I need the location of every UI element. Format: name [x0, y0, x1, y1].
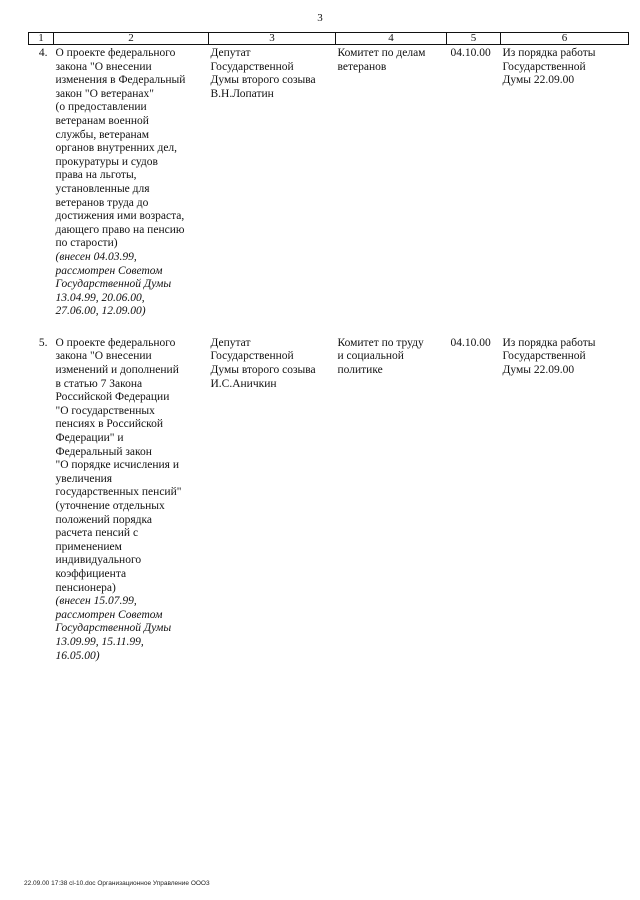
item-number: 5.: [38, 336, 48, 349]
text-line: Государственной: [502, 60, 586, 73]
header-row: [29, 33, 629, 45]
document-footer: 22.09.00 17:38 cl-10.doc Организационное Управление ООО3: [24, 880, 210, 887]
text-line: "О порядке исчисления и: [55, 459, 179, 472]
text-line: Федеральный закон: [55, 445, 152, 458]
date-cell: 04.10.00: [450, 336, 491, 349]
item-number: 4.: [38, 47, 48, 59]
text-line: Думы 22.09.00: [502, 364, 575, 377]
text-line: изменения в Федеральный: [55, 74, 186, 87]
text-line: ветеранов труда до: [55, 196, 149, 209]
text-line: 13.09.99, 15.11.99,: [55, 635, 144, 648]
text-line: права на льготы,: [55, 169, 137, 182]
column-header: 5: [447, 33, 501, 45]
text-line: индивидуального: [55, 554, 142, 567]
page-number: 3: [317, 12, 323, 24]
text-line: Комитет по делам: [337, 47, 426, 59]
source-cell: [501, 45, 629, 319]
text-line: политике: [337, 364, 383, 377]
spacer-cell: [447, 319, 501, 335]
text-line: Федерации" и: [55, 432, 124, 445]
text-line: достижения ими возраста,: [55, 210, 185, 223]
text-line: рассмотрен Советом: [55, 608, 163, 621]
committee-cell: [336, 45, 447, 319]
text-line: Депутат: [210, 336, 251, 349]
spacer-cell: [54, 319, 209, 335]
bill-title-cell: [54, 335, 209, 663]
text-line: применением: [55, 540, 122, 553]
text-line: рассмотрен Советом: [55, 264, 163, 277]
text-line: в статью 7 Закона: [55, 377, 143, 390]
text-line: Думы второго созыва: [210, 364, 316, 377]
text-line: увеличения: [55, 472, 113, 485]
text-line: Думы 22.09.00: [502, 74, 575, 87]
spacer-cell: [336, 319, 447, 335]
spacer-cell: [209, 319, 336, 335]
text-line: ветеранам военной: [55, 114, 149, 127]
text-line: Государственной Думы: [55, 622, 172, 635]
text-line: В.Н.Лопатин: [210, 87, 274, 100]
text-line: пенсиях в Российской: [55, 418, 164, 431]
column-header: 2: [54, 33, 209, 45]
spacer-cell: [501, 319, 629, 335]
text-line: И.С.Аничкин: [210, 377, 277, 390]
column-header: 1: [29, 33, 54, 45]
spacer-cell: [29, 319, 54, 335]
text-line: службы, ветеранам: [55, 128, 150, 141]
text-line: и социальной: [337, 350, 404, 363]
text-line: (внесен 15.07.99,: [55, 595, 137, 608]
text-line: "О государственных: [55, 404, 155, 417]
text-line: ветеранов: [337, 60, 387, 73]
text-line: установленные для: [55, 182, 150, 195]
text-line: Депутат: [210, 47, 251, 59]
text-line: О проекте федерального: [55, 47, 176, 59]
text-line: коэффициента: [55, 567, 127, 580]
text-line: О проекте федерального: [55, 336, 176, 349]
column-header: 4: [336, 33, 447, 45]
bill-title-cell: [54, 45, 209, 319]
text-line: по старости): [55, 237, 118, 250]
date-cell: 04.10.00: [450, 47, 491, 59]
text-line: органов внутренних дел,: [55, 142, 178, 155]
text-line: Государственной: [502, 350, 586, 363]
author-cell: [209, 45, 336, 319]
text-line: (о предоставлении: [55, 101, 147, 114]
text-line: закон "О ветеранах": [55, 87, 154, 100]
text-line: расчета пенсий с: [55, 527, 139, 540]
text-line: Комитет по труду: [337, 336, 424, 349]
text-line: 13.04.99, 20.06.00,: [55, 291, 145, 304]
text-line: закона "О внесении: [55, 60, 152, 73]
author-cell: [209, 335, 336, 663]
text-line: Государственной: [210, 60, 294, 73]
text-line: (уточнение отдельных: [55, 500, 165, 512]
text-line: дающего право на пенсию: [55, 223, 185, 236]
text-line: 27.06.00, 12.09.00): [55, 305, 146, 318]
text-line: Из порядка работы: [502, 336, 596, 349]
text-line: 16.05.00): [55, 649, 100, 662]
text-line: положений порядка: [55, 513, 153, 526]
text-line: закона "О внесении: [55, 350, 152, 363]
table-row: [29, 45, 629, 319]
agenda-table: [28, 32, 629, 663]
committee-cell: [336, 335, 447, 663]
text-line: пенсионера): [55, 581, 116, 594]
text-line: Государственной: [210, 350, 294, 363]
source-cell: [501, 335, 629, 663]
row-spacer: [29, 319, 629, 335]
column-header: 6: [501, 33, 629, 45]
text-line: (внесен 04.03.99,: [55, 250, 137, 263]
column-header: 3: [209, 33, 336, 45]
text-line: Из порядка работы: [502, 47, 596, 59]
text-line: государственных пенсий": [55, 486, 182, 499]
text-line: прокуратуры и судов: [55, 155, 158, 168]
text-line: Российской Федерации: [55, 391, 170, 404]
table-row: [29, 335, 629, 663]
text-line: Думы второго созыва: [210, 74, 316, 87]
text-line: Государственной Думы: [55, 278, 172, 291]
text-line: изменений и дополнений: [55, 364, 179, 377]
